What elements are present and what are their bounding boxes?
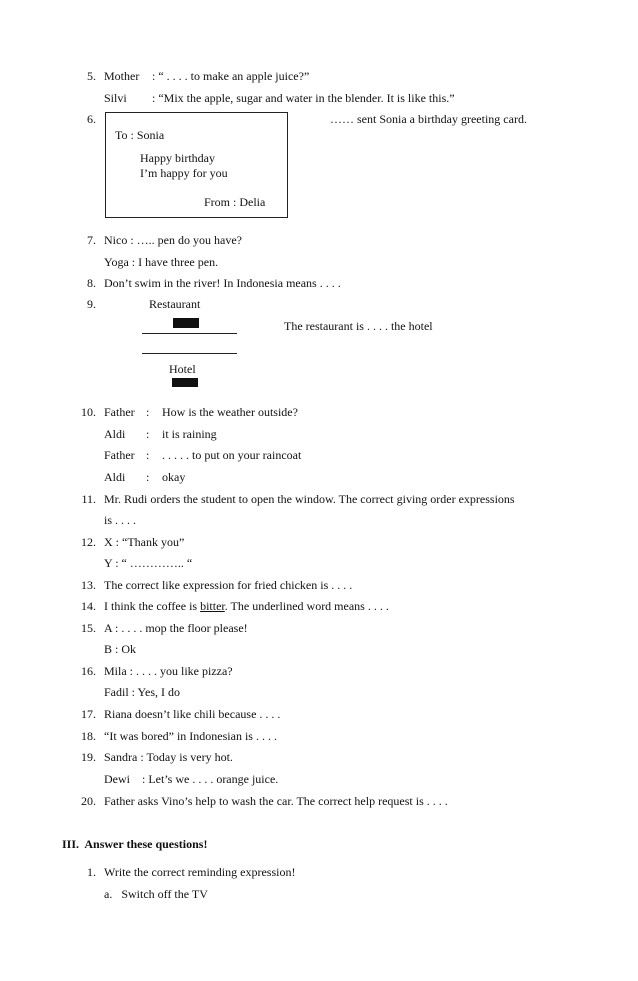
hotel-block: [172, 378, 198, 387]
street-line-bottom: [142, 353, 237, 354]
q13-number: 13.: [81, 578, 96, 592]
q18-text: “It was bored” in Indonesian is . . . .: [104, 729, 277, 743]
q10-colon: :: [146, 470, 150, 484]
q10-colon: :: [146, 448, 150, 462]
hotel-label: Hotel: [169, 362, 196, 376]
q7-line-1: Nico : ….. pen do you have?: [104, 233, 242, 247]
q15-line-1: A : . . . . mop the floor please!: [104, 621, 248, 635]
q8-number: 8.: [87, 276, 96, 290]
q19-line-1: Sandra : Today is very hot.: [104, 750, 233, 764]
section3-q1-number: 1.: [87, 865, 96, 879]
q12-line-1: X : “Thank you”: [104, 535, 185, 549]
q9-number: 9.: [87, 297, 96, 311]
q16-line-1: Mila : . . . . you like pizza?: [104, 664, 233, 678]
card-line-2: I’m happy for you: [140, 166, 228, 180]
q11-line-2: is . . . .: [104, 513, 137, 527]
q14-text: [104, 599, 389, 613]
q6-question: …… sent Sonia a birthday greeting card.: [330, 112, 527, 126]
street-line-top: [142, 333, 237, 334]
q6-number: 6.: [87, 112, 96, 126]
q7-number: 7.: [87, 233, 96, 247]
section3-q1a: a. Switch off the TV: [104, 887, 208, 901]
q12-line-2: Y : “ ………….. “: [104, 556, 193, 570]
q8-text: Don’t swim in the river! In Indonesia means . . . .: [104, 276, 341, 290]
q10-number: 10.: [81, 405, 96, 419]
section3-q1-text: Write the correct reminding expression!: [104, 865, 296, 879]
q17-number: 17.: [81, 707, 96, 721]
q17-text: Riana doesn’t like chili because . . . .: [104, 707, 281, 721]
restaurant-block: [173, 318, 199, 328]
q10-colon: :: [146, 427, 150, 441]
q12-number: 12.: [81, 535, 96, 549]
q18-number: 18.: [81, 729, 96, 743]
q10-colon: :: [146, 405, 150, 419]
q16-number: 16.: [81, 664, 96, 678]
q14-number: 14.: [81, 599, 96, 613]
q13-text: The correct like expression for fried chicken is . . . .: [104, 578, 353, 592]
q7-line-2: Yoga : I have three pen.: [104, 255, 219, 269]
q19-number: 19.: [81, 750, 96, 764]
q15-line-2: B : Ok: [104, 642, 137, 656]
q5-speaker-2: Silvi: [104, 91, 127, 105]
q10-text: . . . . . to put on your raincoat: [162, 448, 302, 462]
q10-speaker: Aldi: [104, 470, 126, 484]
card-line-1: Happy birthday: [140, 151, 215, 165]
q11-line-1: Mr. Rudi orders the student to open the window. The correct giving order expressions: [104, 492, 515, 506]
card-to: To : Sonia: [115, 128, 165, 142]
q10-text: How is the weather outside?: [162, 405, 298, 419]
q10-speaker: Father: [104, 405, 135, 419]
q9-question: The restaurant is . . . . the hotel: [284, 319, 433, 333]
q10-speaker: Aldi: [104, 427, 126, 441]
q10-text: okay: [162, 470, 186, 484]
section-heading: III. Answer these questions!: [62, 837, 208, 851]
q5-speaker-1: Mother: [104, 69, 140, 83]
q14-text-before: I think the coffee is: [104, 599, 201, 613]
q20-number: 20.: [81, 794, 96, 808]
q19-line-2: Dewi : Let’s we . . . . orange juice.: [104, 772, 279, 786]
q16-line-2: Fadil : Yes, I do: [104, 685, 181, 699]
q20-text: Father asks Vino’s help to wash the car. The correct help request is . . . .: [104, 794, 448, 808]
greeting-card: [105, 112, 288, 218]
q14-underlined-word: bitter: [200, 599, 225, 613]
q10-text: it is raining: [162, 427, 217, 441]
q5-text-1: : “ . . . . to make an apple juice?”: [152, 69, 310, 83]
q11-number: 11.: [81, 492, 96, 506]
q10-speaker: Father: [104, 448, 135, 462]
q5-number: 5.: [87, 69, 96, 83]
q15-number: 15.: [81, 621, 96, 635]
card-from: From : Delia: [204, 195, 266, 209]
q14-text-after: . The underlined word means . . . .: [224, 599, 389, 613]
q5-text-2: : “Mix the apple, sugar and water in the blender. It is like this.”: [152, 91, 455, 105]
restaurant-label: Restaurant: [149, 297, 201, 311]
